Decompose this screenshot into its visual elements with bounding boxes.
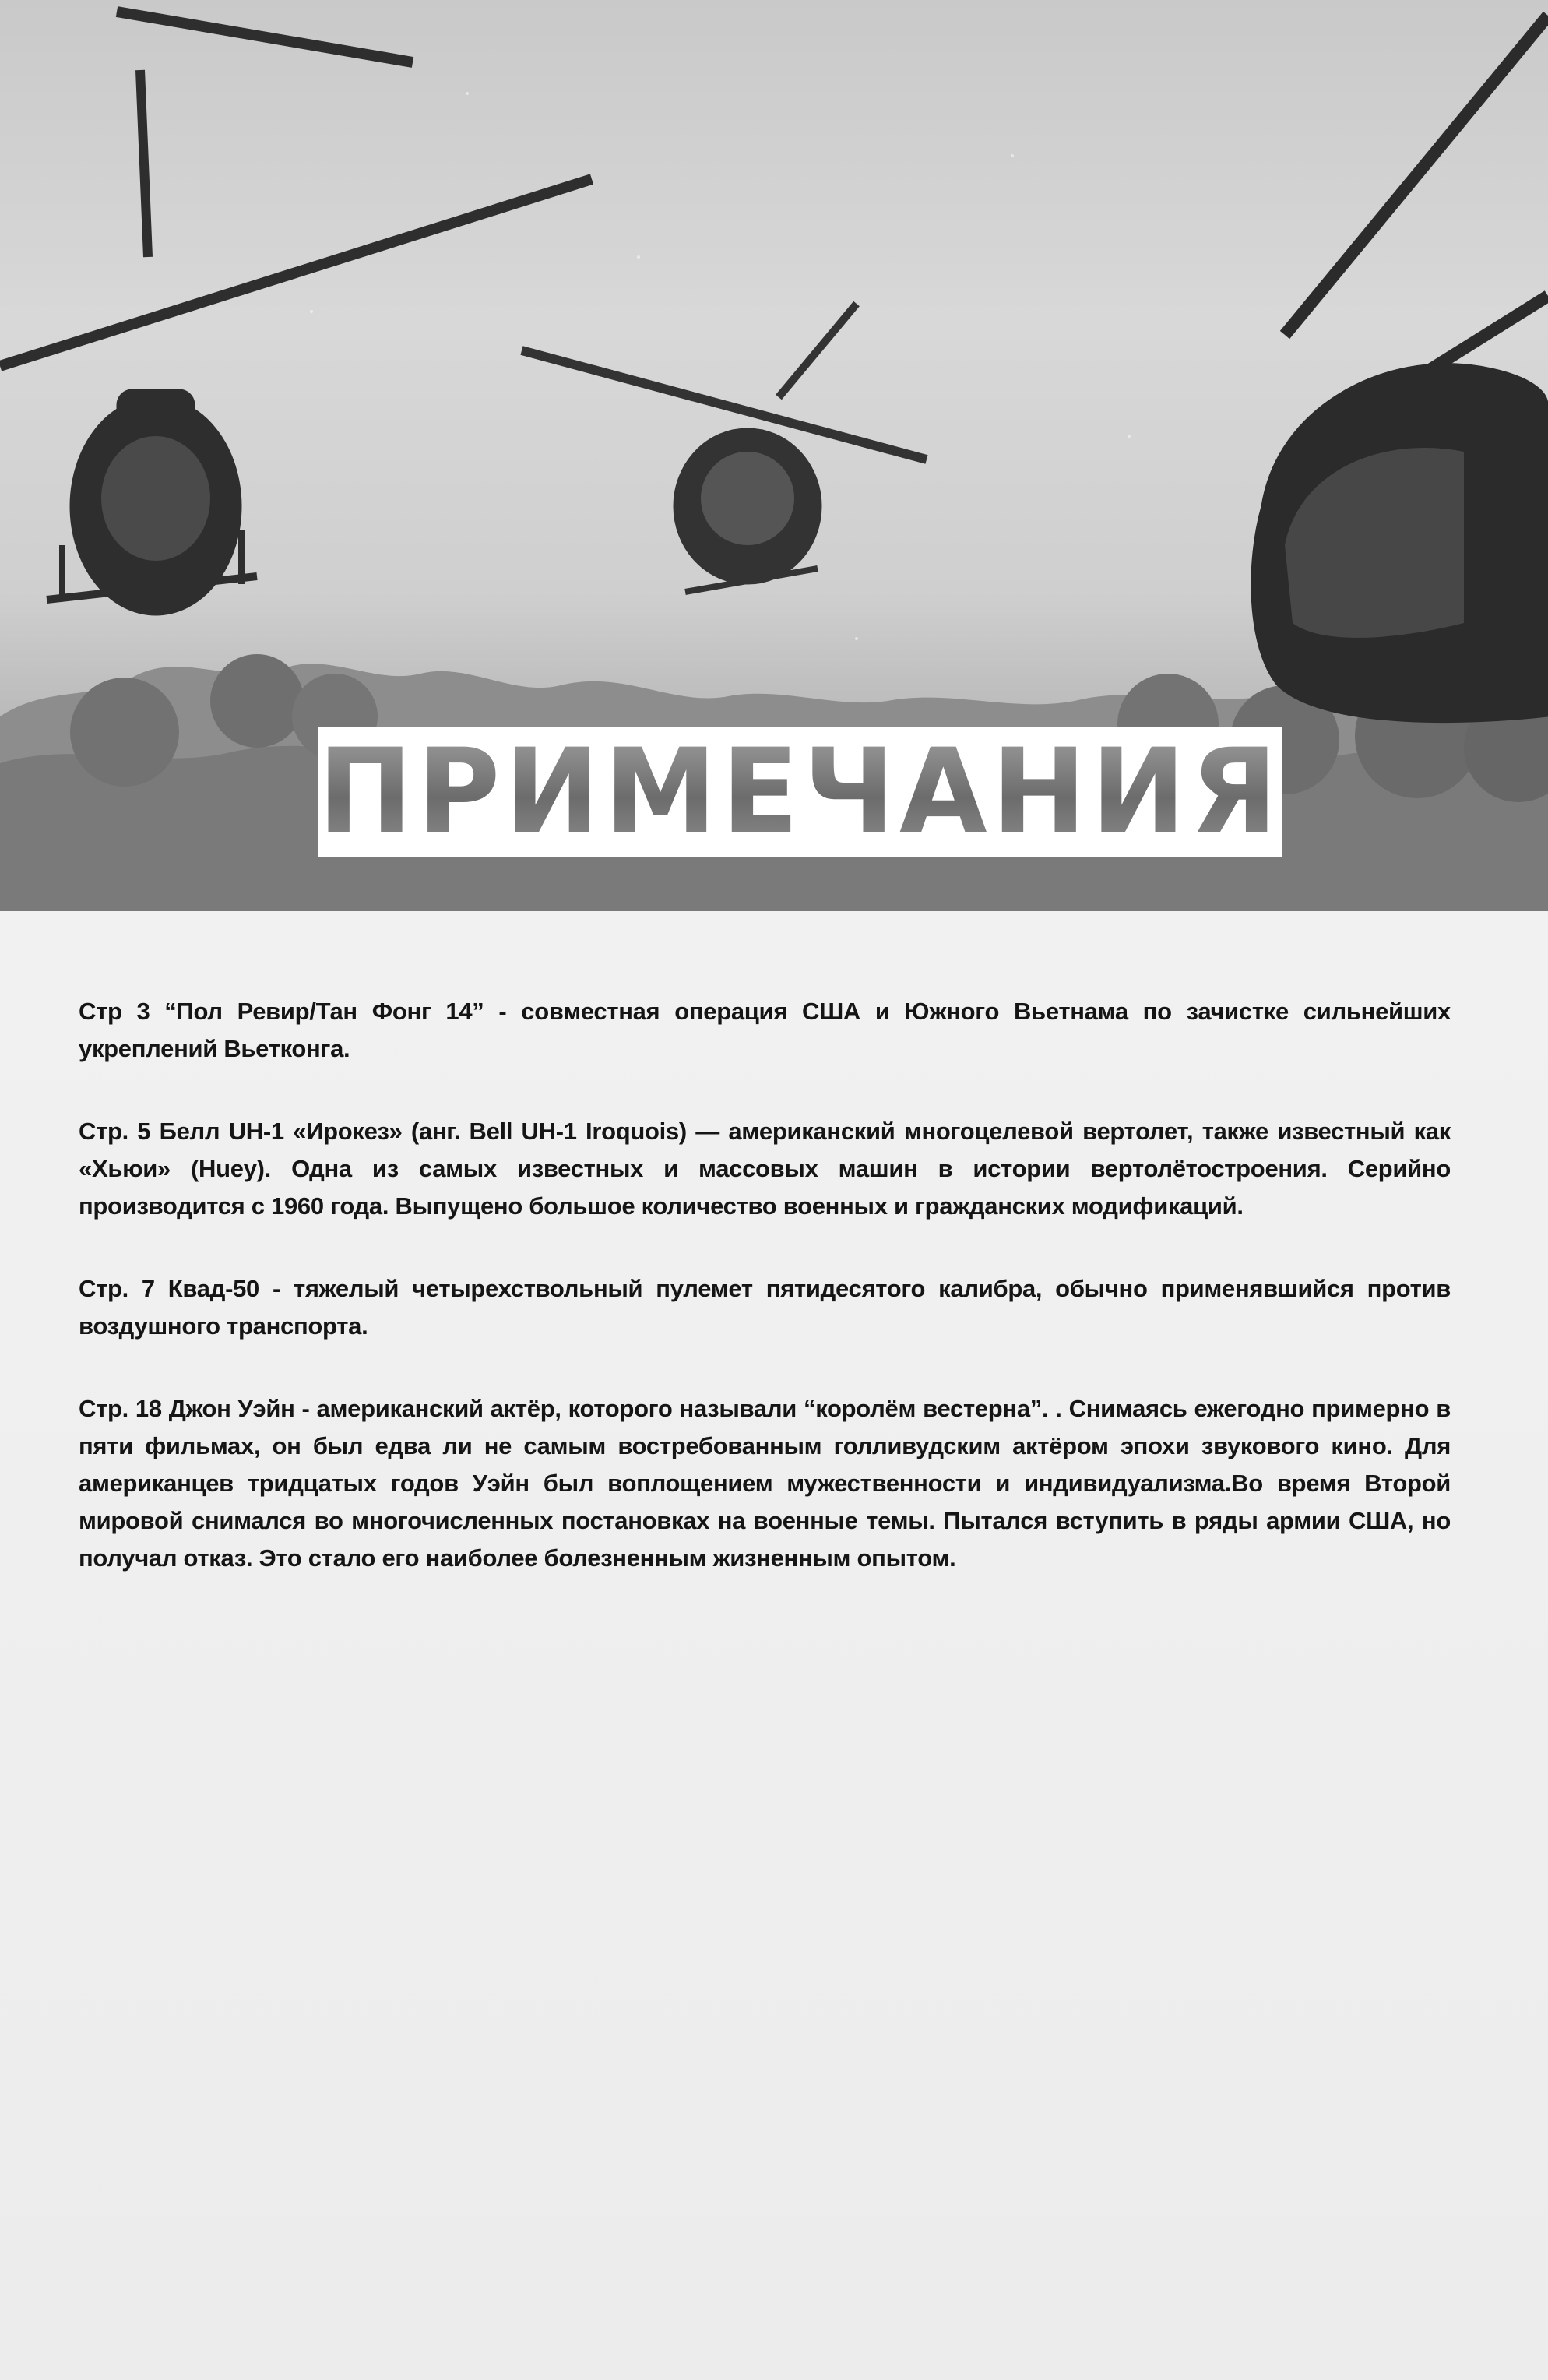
page-title: ПРИМЕЧАНИЯ <box>317 724 1282 860</box>
note-page-18: Стр. 18 Джон Уэйн - американский актёр, которого называли “королём вестерна”. . Снимаясь ежегодно примерно в пяти фильмах, он был едва ли не самым востребованным голливудским актёром эпохи звукового кино. Для американцев тридцатых годов Уэйн был воплощением мужественности и индивидуализма.Во время Второй мировой снимался во многочисленных постановках на военные темы. Пытался вступить в ряды армии США, но получал отказ. Это стало его наиболее болезненным жизненным опытом. <box>79 1395 1451 1572</box>
note-page-5: Стр. 5 Белл UH-1 «Ирокез» (анг. Bell UH-1 Iroquois) — американский многоцелевой вертолет, также известный как «Хьюи» (Huey). Одна из самых известных и массовых машин в истории вертолётостроения. Серийно производится с 1960 года. Выпущено большое количество военных и гражданских модификаций. <box>79 1118 1451 1220</box>
note-page-7: Стр. 7 Квад-50 - тяжелый четырехствольный пулемет пятидесятого калибра, обычно применявшийся против воздушного транспорта. <box>79 1275 1451 1340</box>
notes-list <box>79 993 1451 1622</box>
note-page-3: Стр 3 “Пол Ревир/Тан Фонг 14” - совместная операция США и Южного Вьетнама по зачистке сильнейших укреплений Вьетконга. <box>79 998 1451 1062</box>
title-banner <box>317 724 1282 860</box>
helicopters-photo <box>0 0 1548 911</box>
